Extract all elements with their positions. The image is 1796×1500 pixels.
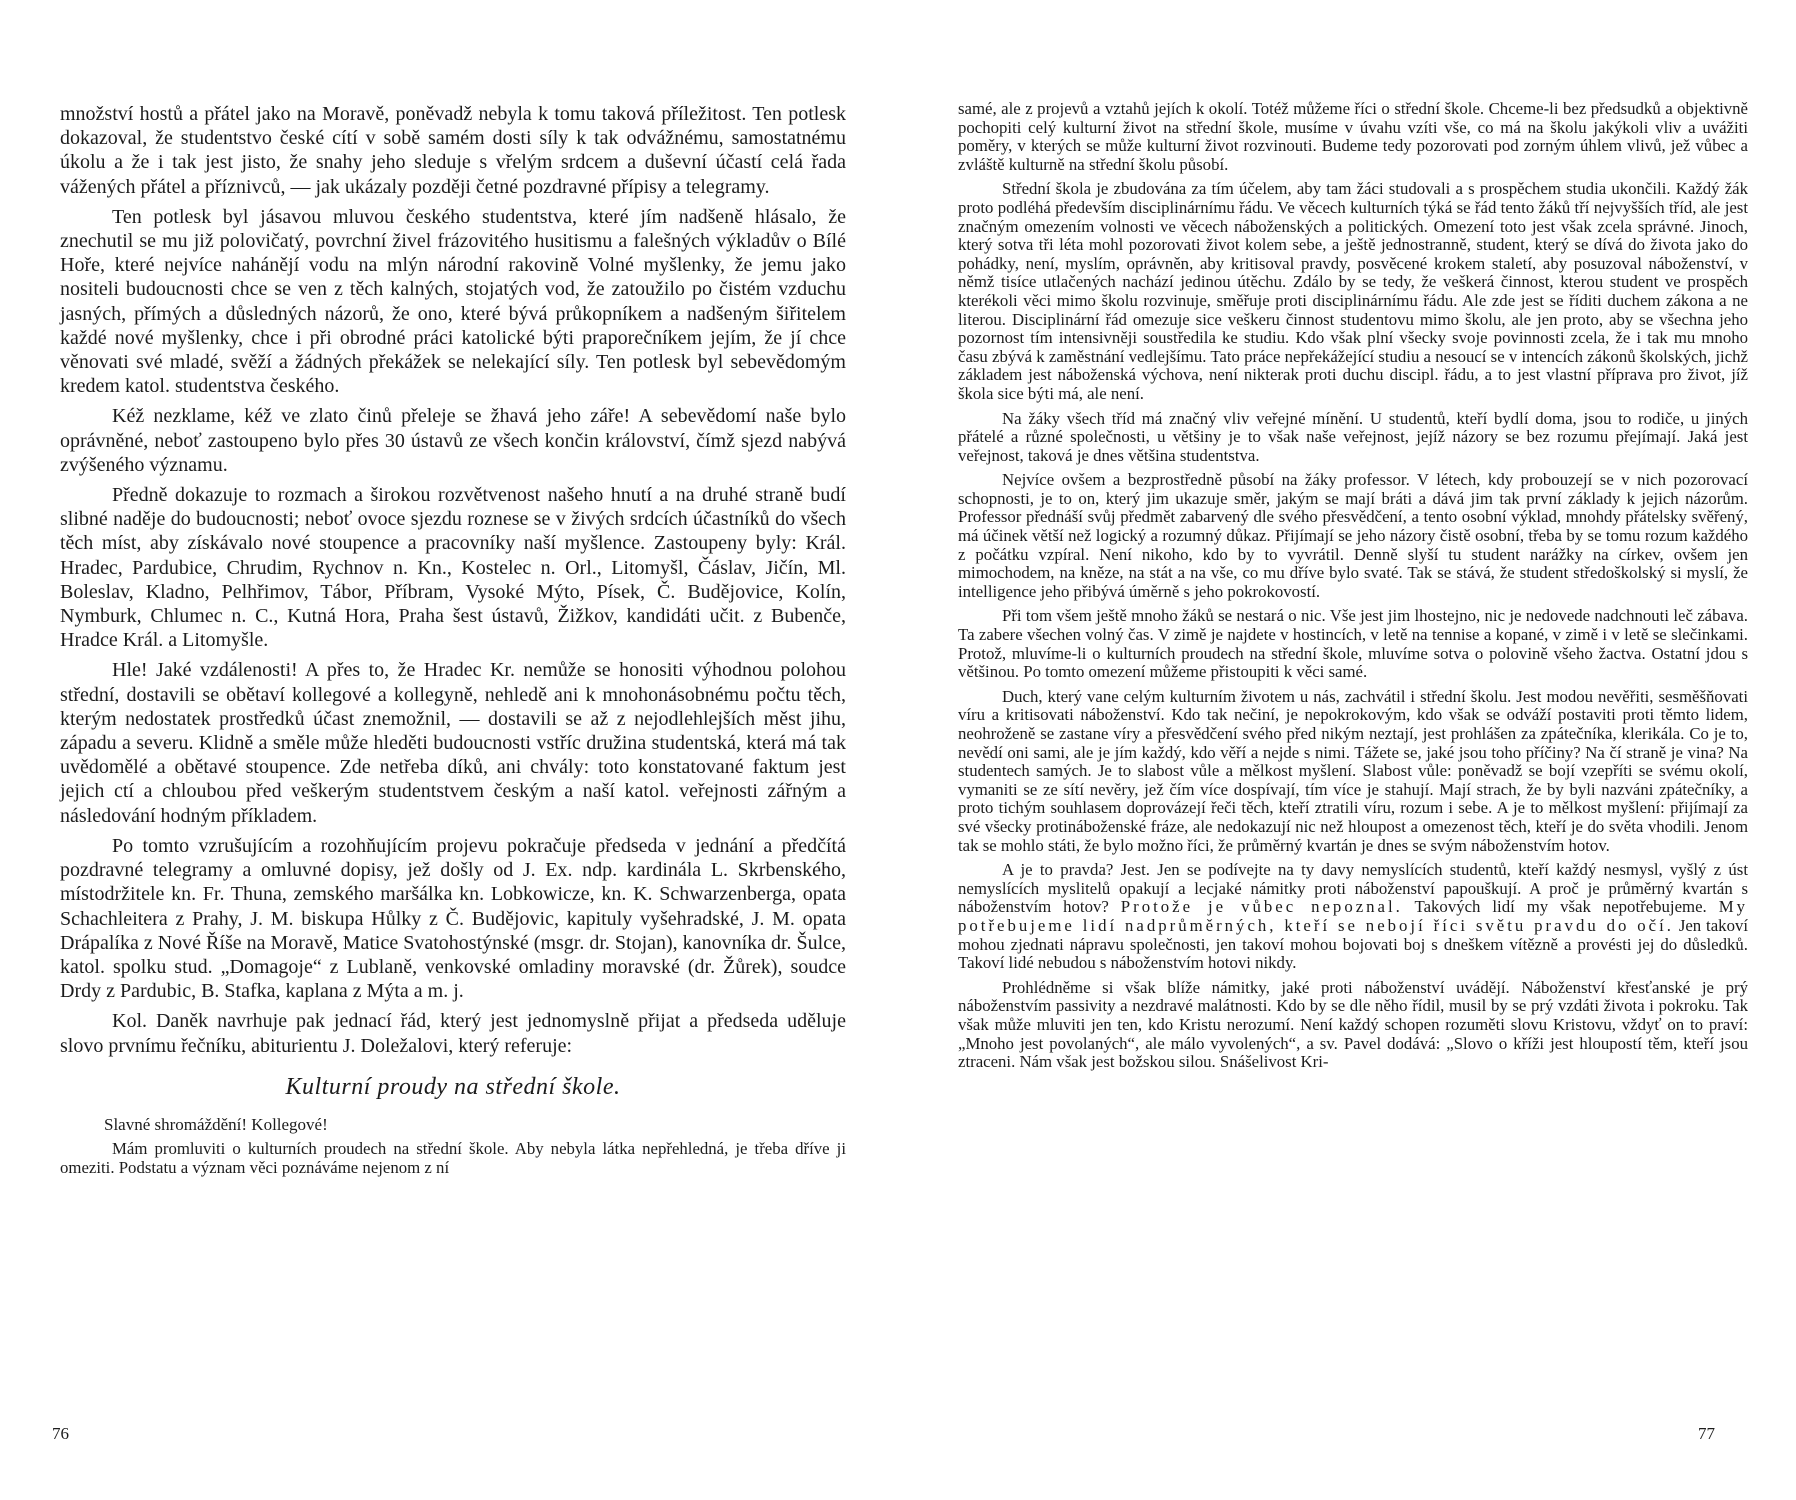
spaced-sentence: Protože je vůbec nepoznal.: [1120, 897, 1403, 917]
page-number: 77: [1698, 1424, 1715, 1443]
paragraph: Nejvíce ovšem a bezprostředně působí na žáky professor. V létech, kdy probouzejí se v nich pozorovací schopnosti, je to on, který jim ukazuje směr, jakým se mají bráti a dává jim tak první základy k jejich názorům. Professor přednáší svůj předmět zabarvený dle svého přesvědčení, a tento osobní výklad, mnohdy přátelsky svěřený, má účinek větší než logický a rozumný důkaz. Přijímají se jeho názory čistě osobní, třeba by se tomu rozum každého z počátku vzpíral. Není nikoho, kdo by to vyvrátil. Denně slyší tu student narážky na církev, ovšem jen mimochodem, na kněze, na stát a na vše, co mu dříve bylo svaté. Tak se stává, že student středoškolský si myslí, že intelligence jeho přibývá úměrně s jeho pokrokovostí.: [958, 470, 1748, 601]
paragraph: Duch, který vane celým kulturním životem u nás, zachvátil i střední školu. Jest modou nevěřiti, sesměšňovati víru a kritisovati náboženství. Kdo tak nečiní, je nepokrokovým, kdo však se odváží postaviti proti těmto lidem, neohroženě se zastane víry a přesvědčení svého před nikým neztají, jest prohlášen za zpátečníka, klerikála. Co je to, nevědí oni sami, ale je jím každý, kdo věří a nejde s nimi. Tážete se, jaké jsou toho příčiny? Na čí straně je vina? Na studentech samých. Je to slabost vůle a mělkost myšlení. Slabost vůle: poněvadž se bojí vzepříti se svému okolí, vymaniti se ze sítí nevěry, jež čím více dospívají, tím více je stahují. Mají strach, že by byli nazváni zpátečníky, a proto tichým souhlasem doprovázejí řeči těch, kteří ztratili víru, rozum i sebe. A je to mělkost myšlení: přijímají za své všecky protináboženské fráze, ale nedokazují nic než hloupost a omezenost těch, kteří je do světa vhodili. Jenom tak se mohlo státi, že bylo možno říci, že průměrný kvartán je dnes se svým náboženstvím hotov.: [958, 686, 1748, 855]
paragraph: Hle! Jaké vzdálenosti! A přes to, že Hradec Kr. nemůže se honositi výhodnou polohou střední, dostavili se obětaví kollegové a kollegyně, nehledě ani k mnohonásobnému počtu těch, kterým nedostatek prostředků účast znemožnil, — dostavili se až z nejodlehlejších měst jihu, západu a severu. Klidně a směle může hleděti budoucnosti vstříc družina studentská, která má tak uvědomělé a obětavé stoupence. Zde netřeba díků, ani chvály: toto konstatované faktum jest jejich ctí a chloubou před veškerým studentstvem českým a naší katol. veřejnosti zářným a následování hodným příkladem.: [60, 659, 846, 827]
paragraph: Předně dokazuje to rozmach a širokou rozvětvenost našeho hnutí a na druhé straně budí slibné naděje do budoucnosti; neboť ovoce sjezdu roznese se v živých srdcích účastníků do všech těch míst, aby získávalo nové stoupence a pracovníky naší myšlence. Zastoupeny byly: Král. Hradec, Pardubice, Chrudim, Rychnov n. Kn., Kostelec n. Orl., Litomyšl, Čáslav, Jičín, Ml. Boleslav, Kladno, Pelhřimov, Tábor, Příbram, Vysoké Mýto, Písek, Č. Budějovice, Kolín, Nymburk, Chlumec n. C., Kutná Hora, Praha šest ústavů, Žižkov, kandidáti učit. z Bubenče, Hradce Král. a Litomyšle.: [60, 484, 846, 652]
sentence: Jen takoví mohou zjednati nápravu společnosti, jen takoví mohou bojovati boj s dneškem vítězně a provésti jej do důsledků. Takoví lidé nebudou s náboženstvím hotovi nikdy.: [958, 915, 1749, 973]
section-title: Kulturní proudy na střední škole.: [285, 1073, 621, 1100]
paragraph: Na žáky všech tříd má značný vliv veřejné mínění. U studentů, kteří bydlí doma, jsou to rodiče, u jiných přátelé a různé společnosti, u většiny je to však naše veřejnost, jejíž názory se bez rozumu přejímají. Jaká jest veřejnost, taková je dnes většina studentstva.: [958, 408, 1748, 465]
paragraph: množství hostů a přátel jako na Moravě, poněvadž nebyla k tomu taková příležitost. Ten potlesk dokazoval, že studentstvo české cítí v sobě samém dosti síly k tak odvážnému, samostatnému úkolu a že i tak jest jisto, že snahy jeho sleduje s vřelým srdcem a duševní účastí celá řada vážených přátel a příznivců, — jak ukázaly později četné pozdravné přípisy a telegramy.: [60, 103, 846, 198]
paragraph: Mám promluviti o kulturních proudech na střední škole. Aby nebyla látka nepřehledná, je třeba dříve ji omeziti. Podstatu a význam věci poznáváme nejenom z ní: [60, 1138, 846, 1177]
spaced-sentence: My potřebujeme lidí nadprůměrných, kteří se nebojí říci světu pravdu do očí.: [958, 897, 1748, 935]
paragraph: Kéž nezklame, kéž ve zlato činů přeleje se žhavá jeho záře! A sebevědomí naše bylo oprávněné, neboť zastoupeno bylo přes 30 ústavů ze všech končin království, čímž sjezd nabývá zvýšeného významu.: [60, 405, 846, 476]
paragraph: Střední škola je zbudována za tím účelem, aby tam žáci studovali a s prospěchem studia ukončili. Každý žák proto podléhá především disciplinárnímu řádu. Ve věcech kulturních týká se řád tento žáků tří nejvyšších tříd, ale jest značným omezením volnosti ve věcech náboženských a politických. Omezení toto jest však zcela správné. Jinoch, který sotva tři léta mohl pozorovati život kolem sebe, a ještě jednostranně, student, který se dívá do života jako do pohádky, není, myslím, oprávněn, aby kritisoval pravdy, posvěcené krokem staletí, aby posuzoval náboženství, v němž tisíce utlačených nachází jedinou útěchu. Zdálo by se tedy, že veškerá činnost, kterou student ve prospěch kterékoli věci mimo školu rozvinuje, směřuje proti disciplinárnímu řádu. Ale zde jest se říditi duchem zákona a ne literou. Disciplinární řád omezuje sice veškeru činnost studentovu mimo školu, ale jen proto, aby se všechna jeho pozornost tím intensivněji soustředila ke studiu. Kdo však plní všecky svoje povinnosti zcela, že i tak mu mnoho času zbývá k zaměstnání vedlejšímu. Tato práce nepřekážející studiu a nesoucí se v intencích zákonů školských, jichž základem jest náboženská výchova, není nikterak proti duchu discipl. řádu, a to jest vlastní příprava pro život, jíž škola sice býti má, ale není.: [958, 179, 1748, 403]
paragraph: Ten potlesk byl jásavou mluvou českého studentstva, které jím nadšeně hlásalo, že znechutil se mu již polovičatý, povrchní živel frázovitého husitismu a falešných výkladův o Bílé Hoře, které nejvíce nahánějí vodu na mlýn národní rakovině Volné myšlenky, že jemu jako nositeli budoucnosti chce se ven z těch kalných, stojatých vod, že zatoužilo po čistém vzduchu jasných, přímých a důsledných názorů, že ono, které bývá průkopníkem a nadšeným šiřitelem každé nové myšlenky, chce i při obrodné práci katolické býti praporečníkem jejím, že jí chce věnovati své mladé, svěží a žádných překážek se nelekající síly. Ten potlesk byl sebevědomým kredem katol. studentstva českého.: [60, 205, 846, 398]
paragraph: Při tom všem ještě mnoho žáků se nestará o nic. Vše jest jim lhostejno, nic je nedovede nadchnouti leč zábava. Ta zabere všechen volný čas. V zimě je najdete v hostincích, v letě na tennise a kopané, v zimě i v letě se slečinkami. Protož, mluvíme-li o kulturních proudech na střední škole, mluvíme sotva o polovině všeho žactva. Ostatní jdou s většinou. Po tomto omezení můžeme přistoupiti k věci samé.: [958, 606, 1748, 682]
sentence: A je to pravda? Jest. Jen se podívejte na ty davy nemyslících studentů, kteří každý nesmysl, vyšlý z úst nemyslících myslitelů opakují a lecjaké námitky proti náboženství papouškují. A proč je průměrný kvartán s náboženstvím hotov?: [958, 860, 1748, 917]
paragraph: Po tomto vzrušujícím a rozohňujícím projevu pokračuje předseda v jednání a předčítá pozdravné telegramy a omluvné dopisy, jež došly od J. Ex. ndp. kardinála L. Skrbenského, místodržitele kn. Fr. Thuna, zemského maršálka kn. Lobkowicze, kn. K. Schwarzenberga, opata Schachleitera z Prahy, J. M. biskupa Hůlky z Č. Budějovic, kapituly vyšehradské, J. M. opata Drápalíka z Nové Říše na Moravě, Matice Svatohostýnské (msgr. dr. Stojan), kanovníka dr. Šulce, katol. spolku stud. „Domagoje“ z Lublaně, venkovské omladiny moravské (dr. Žůrek), soudce Drdy z Pardubic, B. Stafka, kaplana z Mýta a m. j.: [60, 834, 846, 1003]
paragraph-with-spaced-text: [958, 861, 1748, 973]
right-column: [958, 100, 1748, 1078]
paragraph: samé, ale z projevů a vztahů jejích k okolí. Totéž můžeme říci o střední škole. Chceme-li bez předsudků a objektivně pochopiti celý kulturní život na střední škole, musíme v úvahu vzíti vše, co má na školu jakýkoli vliv a uvážiti poměry, v kterých se může kulturní život rozvinouti. Budeme tedy pozorovati pod zorným úhlem vlivů, jež vůbec a zvláště kulturně na střední školu působí.: [958, 99, 1748, 174]
paragraph: Prohlédněme si však blíže námitky, jaké proti náboženství uvádějí. Náboženství křesťanské je prý náboženstvím passivity a nezdravé malátnosti. Kdo by se dle něho řídil, musil by se prý vzdáti života i pokroku. Tak však může mluviti jen ten, kdo Kristu nerozumí. Není každý schopen rozuměti slovu Kristovu, vždyť on to praví: „Mnoho jest povolaných“, ale málo vyvolených“, a sv. Pavel dodává: „Slovo o kříži jest hloupostí těm, kteří jsou ztraceni. Nám však jest božskou silou. Snášelivost Kri-: [958, 977, 1748, 1072]
salutation: Slavné shromáždění! Kollegové!: [104, 1114, 328, 1134]
paragraph: Kol. Daněk navrhuje pak jednací řád, který jest jednomyslně přijat a předseda uděluje slovo prvnímu řečníku, abiturientu J. Doležalovi, který referuje:: [60, 1010, 846, 1057]
left-column: [60, 102, 846, 1183]
sentence: Takových lidí my však nepotřebujeme.: [1414, 897, 1707, 917]
right-page: [898, 0, 1796, 1500]
page-number: 76: [52, 1424, 69, 1443]
